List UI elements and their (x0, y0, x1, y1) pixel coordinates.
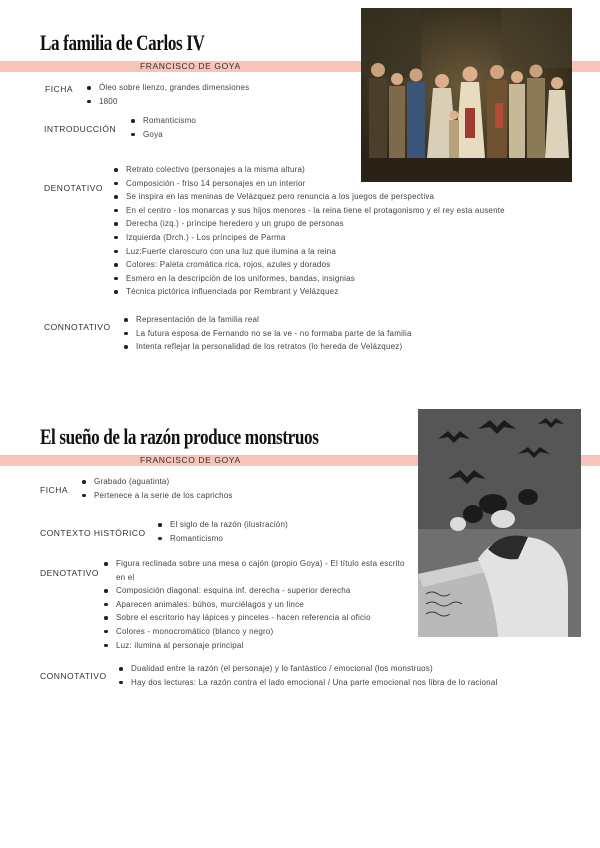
list-item: Representación de la familia real (124, 313, 412, 327)
denotativo-label: DENOTATIVO (44, 183, 103, 193)
list-item: Retrato colectivo (personajes a la misma altura) (114, 163, 505, 177)
ficha-list (87, 81, 249, 108)
list-item: Colores: Paleta cromática rica, rojos, azules y dorados (114, 258, 505, 272)
family-painting-illustration (361, 8, 572, 182)
list-item: El siglo de la razón (ilustración) (158, 518, 288, 532)
list-item: Hay dos lecturas: La razón contra el lado emocional / Una parte emocional nos libra de lo racional (119, 676, 497, 690)
connotativo-label: CONNOTATIVO (40, 671, 107, 681)
denotativo-list (114, 163, 505, 299)
list-item: Composición - friso 14 personajes en un interior (114, 177, 505, 191)
etching-image (418, 409, 581, 637)
list-item: En el centro - los monarcas y sus hijos menores - la reina tiene el protagonismo y el rey esta ausente (114, 204, 505, 218)
list-item: 1800 (87, 95, 249, 109)
introduccion-list (131, 114, 196, 141)
section-title: El sueño de la razón produce monstruos (40, 424, 319, 449)
contexto-historico-label: CONTEXTO HISTÓRICO (40, 528, 146, 538)
list-item: Composición diagonal: esquina inf. derecha - superior derecha (104, 584, 410, 598)
denotativo-list (104, 557, 410, 652)
list-item: Luz:Fuerte claroscuro con una luz que ilumina a la reina (114, 245, 505, 259)
list-item: Óleo sobre lienzo, grandes dimensiones (87, 81, 249, 95)
list-item: Sobre el escritorio hay lápices y pinceles - hacen referencia al oficio (104, 611, 410, 625)
author-label: FRANCISCO DE GOYA (140, 455, 241, 465)
list-item: Derecha (izq.) - príncipe heredero y un grupo de personas (114, 217, 505, 231)
list-item: Pertenece a la serie de los caprichos (82, 489, 233, 503)
etching-illustration (418, 409, 581, 637)
introduccion-label: INTRODUCCIÓN (44, 124, 117, 134)
list-item: La futura esposa de Fernando no se la ve - no formaba parte de la familia (124, 327, 412, 341)
list-item: Dualidad entre la razón (el personaje) y lo fantástico / emocional (los monstruos) (119, 662, 497, 676)
connotativo-list (119, 662, 497, 689)
list-item: Izquierda (Drch.) - Los príncipes de Parma (114, 231, 505, 245)
page-title: La familia de Carlos IV (40, 30, 205, 55)
ficha-label: FICHA (45, 84, 73, 94)
list-item: Goya (131, 128, 196, 142)
contexto-list (158, 518, 288, 545)
painting-image (361, 8, 572, 182)
list-item: Intenta reflejar la personalidad de los retratos (lo hereda de Velázquez) (124, 340, 412, 354)
list-item: Romanticismo (131, 114, 196, 128)
list-item: Grabado (aguatinta) (82, 475, 233, 489)
list-item: Se inspira en las meninas de Velázquez pero renuncia a los juegos de perspectiva (114, 190, 505, 204)
list-item: Aparecen animales: búhos, murciélagos y un lince (104, 598, 410, 612)
connotativo-label: CONNOTATIVO (44, 322, 111, 332)
list-item: Luz: ilumina al personaje principal (104, 639, 410, 653)
ficha-list (82, 475, 233, 502)
list-item: Esmero en la descripción de los uniformes, bandas, insignias (114, 272, 505, 286)
ficha-label: FICHA (40, 485, 68, 495)
list-item: Romanticismo (158, 532, 288, 546)
author-label: FRANCISCO DE GOYA (140, 61, 241, 71)
connotativo-list (124, 313, 412, 354)
list-item: Figura reclinada sobre una mesa o cajón (propio Goya) - El título esta escrito en el (104, 557, 410, 584)
list-item: Técnica pictórica influenciada por Rembrant y Velázquez (114, 285, 505, 299)
list-item: Colores - monocromático (blanco y negro) (104, 625, 410, 639)
denotativo-label: DENOTATIVO (40, 568, 99, 578)
